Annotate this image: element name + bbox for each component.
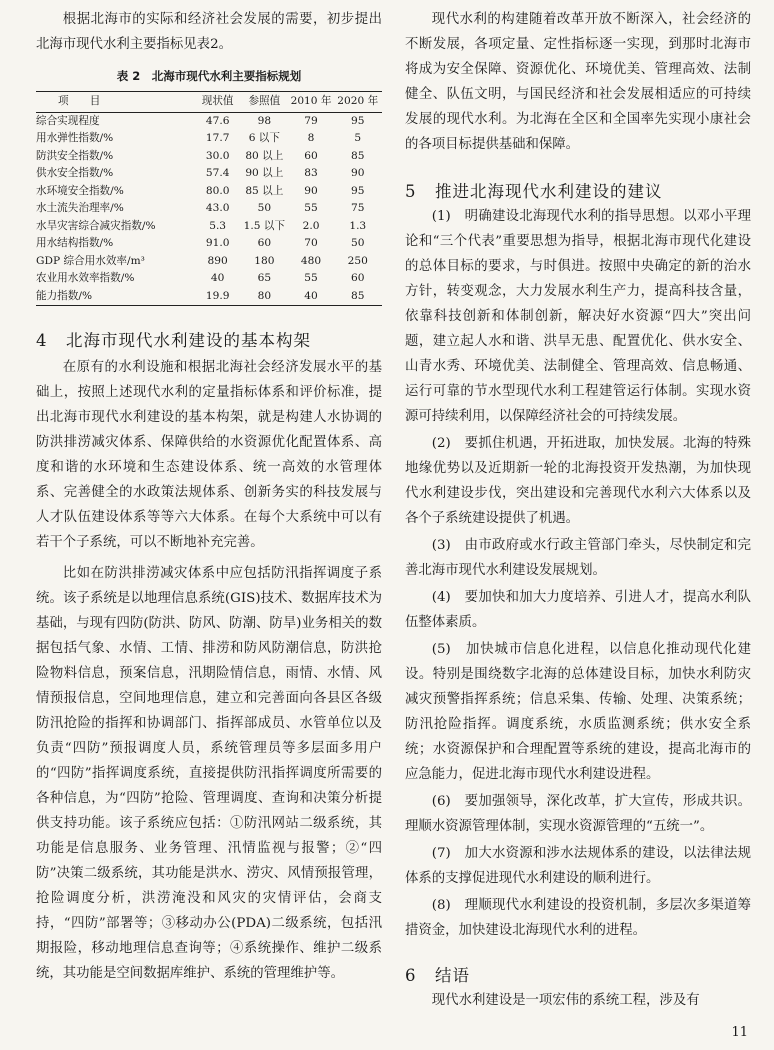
table-row (36, 112, 382, 130)
section-4-title: 北海市现代水利建设的基本构架 (66, 331, 311, 350)
table-cell-item: 农业用水效率指数/% (36, 272, 135, 284)
table-cell-value: 90 (304, 184, 318, 197)
table-cell-item: 综合实现程度 (36, 114, 100, 127)
table-header-current: 现状值 (201, 95, 234, 107)
recommendation-item: (5) 加快城市信息化进程，以信息化推动现代化建设。特别是围绕数字北海的总体建设目标，加快水利防灾减灾预警指挥系统；信息采集、传输、处理、决策系统；防汛抢险指挥。调度系统，水质监测系统；供水安全系统；水资源保护和合理配置等系统的建设，提高北海市的应急能力，促进北海市现代水利建设进程。 (405, 642, 751, 782)
table-header-item: 项 目 (58, 95, 101, 107)
section-6-paragraph: 现代水利建设是一项宏伟的系统工程，涉及有 (431, 993, 700, 1008)
section-4-paragraph-1: 在原有的水利设施和根据北海社会经济发展水平的基础上，按照上述现代水利的定量指标体系和评价标准，提出北海市现代水利建设的基本构架，就是构建人水协调的防洪排涝减灾体系、保障供给的水资源优化配置体系、高度和谐的水环境和生态建设体系、统一高效的水管理体系、完善健全的水政策法规体系、创新务实的科技发展与人才队伍建设体系等等六大体系。在每个大系统中可以有若干个子系统，可以不断地补充完善。 (36, 360, 382, 550)
table-cell-item: 能力指数/% (36, 289, 93, 302)
table-header-2010: 2010 年 (290, 95, 332, 107)
table-cell-value: 5 (354, 132, 362, 144)
table-cell-value: 79 (304, 114, 318, 127)
table-row (36, 183, 382, 201)
table-cell-item: 水旱灾害综合减灾指数/% (36, 219, 156, 232)
table-cell-value: 70 (304, 237, 318, 249)
table-row (36, 235, 382, 253)
table-cell-value: 47.6 (205, 114, 230, 127)
table-header-reference: 参照值 (248, 95, 281, 107)
table-cell-value: 50 (257, 202, 272, 214)
table-cell-value: 19.9 (205, 289, 230, 302)
table-cell-value: 480 (300, 254, 322, 267)
intro-paragraph: 根据北海市的实际和经济社会发展的需要，初步提出北海市现代水利主要指标见表2。 (36, 12, 382, 52)
table-cell-value: 95 (351, 114, 365, 127)
right-top-paragraph: 现代水利的构建随着改革开放不断深入，社会经济的不断发展，各项定量、定性指标逐一实现，到那时北海市将成为安全保障、资源优化、环境优美、管理高效、法制健全、队伍文明，与国民经济和社会发展相适应的可持续发展的现代水利。为北海在全区和全国率先实现小康社会的各项目标提供基础和保障。 (405, 12, 751, 152)
table-cell-value: 890 (207, 254, 228, 267)
table-cell-value: 40 (210, 272, 225, 284)
left-column (36, 0, 382, 986)
table-cell-value: 1.3 (349, 219, 367, 232)
page-number: 11 (731, 1025, 748, 1040)
table-cell-value: 85 (351, 289, 365, 302)
table-cell-value: 50 (351, 237, 365, 249)
section-5-title: 推进北海现代水利建设的建议 (435, 182, 663, 201)
table-cell-value: 95 (351, 184, 365, 197)
section-4-number: 4 (36, 331, 48, 350)
right-column (405, 0, 751, 1013)
section-4-heading (36, 328, 382, 353)
section-4-paragraph-2: 比如在防洪排涝减灾体系中应包括防汛指挥调度子系统。该子系统是以地理信息系统(GIS)技术、数据库技术为基础，与现有四防(防洪、防风、防潮、防旱)业务相关的数据包括气象、水情、工情、排涝和防风防潮信息，防洪抢险物料信息，预案信息，汛期险情信息，雨情、水情、风情预报信息，空间地理信息，建立和完善面向各县区各级防汛抢险的指挥和协调部门、指挥部成员、水管单位以及负责“四防”预报调度人员，系统管理员等多层面多用户的“四防”指挥调度系统，直接提供防汛指挥调度所需要的各种信息，为“四防”抢险、管理调度、查询和决策分析提供支持功能。该子系统应包括：①防汛网站二级系统，其功能是信息服务、业务管理、汛情监视与报警；②“四防”决策二级系统，其功能是洪水、涝灾、风情预报管理，抢险调度分析，洪涝淹没和风灾的灾情评估，会商支持，“四防”部署等；③移动办公(PDA)二级系统，包括汛期报险，移动地理信息查询等；④系统操作、维护二级系统，其功能是空间数据库维护、系统的管理维护等。 (36, 566, 382, 981)
table-cell-value: 65 (257, 272, 272, 284)
section-6-heading (405, 963, 751, 988)
recommendation-item: (2) 要抓住机遇，开拓进取，加快发展。北海的特殊地缘优势以及近期新一轮的北海投资开发热潮，为加快现代水利建设步伐，突出建设和完善现代水利六大体系以及各个子系统建设提供了机遇。 (405, 436, 751, 526)
table-cell-value: 60 (351, 272, 365, 284)
table-cell-item: 用水结构指数/% (36, 237, 114, 249)
table-cell-value: 80.0 (205, 184, 230, 197)
table-row (36, 148, 382, 166)
table-row (36, 130, 382, 148)
section-6-title: 结语 (435, 966, 470, 985)
recommendation-item: (6) 要加强领导，深化改革，扩大宣传，形成共识。理顺水资源管理体制，实现水资源管理的“五统一”。 (405, 794, 751, 834)
table-cell-item: 防洪安全指数/% (36, 149, 114, 162)
table-cell-value: 43.0 (205, 202, 230, 214)
section-5-number: 5 (405, 182, 417, 201)
table-row (36, 165, 382, 183)
table-cell-value: 80 以上 (245, 149, 284, 162)
recommendation-item: (3) 由市政府或水行政主管部门牵头，尽快制定和完善北海市现代水利建设发展规划。 (405, 538, 751, 578)
recommendation-item: (4) 要加快和加大力度培养、引进人才，提高水利队伍整体素质。 (405, 590, 751, 630)
recommendation-item: (8) 理顺现代水利建设的投资机制，多层次多渠道筹措资金，加快建设北海现代水利的进程。 (405, 898, 751, 938)
table-cell-value: 91.0 (205, 237, 230, 249)
table-header-row (36, 92, 382, 113)
table-cell-value: 1.5 以下 (243, 219, 286, 232)
table-row (36, 200, 382, 218)
table-cell-value: 55 (304, 202, 318, 214)
table-cell-value: 83 (304, 167, 318, 179)
table-cell-value: 6 以下 (248, 132, 280, 144)
table-cell-value: 250 (347, 254, 368, 267)
table-row (36, 218, 382, 236)
recommendation-item: (1) 明确建设北海现代水利的指导思想。以邓小平理论和“三个代表”重要思想为指导，根据北海市现代化建设的总体目标的要求，与时俱进。按照中央确定的新的治水方针，转变观念，大力发展水利生产力，提高科技含量，依靠科技创新和体制创新，解决好水资源“四大”突出问题，建立起人水和谐、洪旱无患、配置优化、供水安全、山青水秀、环境优美、法制健全、管理高效、信息畅通、运行可靠的节水型现代水利工程建管运行体制。实现水资源可持续利用，以保障经济社会的可持续发展。 (405, 209, 751, 424)
indicator-table (36, 91, 382, 306)
table-row (36, 270, 382, 288)
table-cell-value: 80 (257, 289, 272, 302)
table-cell-value: 90 (351, 167, 365, 179)
table-cell-value: 17.7 (205, 132, 230, 144)
table-cell-value: 98 (257, 114, 272, 127)
section-5-items (405, 204, 751, 943)
table-cell-value: 55 (304, 272, 318, 284)
table-cell-item: 用水弹性指数/% (36, 132, 114, 144)
table-cell-value: 180 (254, 254, 275, 267)
table-cell-item: 水土流失治理率/% (36, 202, 124, 214)
table-cell-value: 60 (304, 149, 318, 162)
table-cell-item: 水环境安全指数/% (36, 184, 124, 197)
table-cell-item: GDP 综合用水效率/m³ (36, 254, 145, 267)
table-cell-value: 60 (257, 237, 272, 249)
table-cell-value: 8 (307, 132, 315, 144)
table-cell-value: 30.0 (205, 149, 230, 162)
recommendation-item: (7) 加大水资源和涉水法规体系的建设，以法律法规体系的支撑促进现代水利建设的顺利进行。 (405, 846, 751, 886)
table-header-2020: 2020 年 (337, 95, 379, 107)
table-row (36, 288, 382, 306)
table-cell-item: 供水安全指数/% (36, 167, 114, 179)
table-cell-value: 85 以上 (245, 184, 284, 197)
table-cell-value: 40 (304, 289, 318, 302)
table-cell-value: 57.4 (205, 167, 230, 179)
table-row (36, 253, 382, 271)
table-cell-value: 75 (351, 202, 365, 214)
section-5-heading (405, 179, 751, 204)
table-caption: 表 2 北海市现代水利主要指标规划 (116, 69, 302, 83)
section-6-number: 6 (405, 966, 417, 985)
table-cell-value: 90 以上 (245, 167, 284, 179)
table-cell-value: 2.0 (302, 219, 320, 232)
table-cell-value: 5.3 (209, 219, 227, 232)
table-cell-value: 85 (351, 149, 365, 162)
